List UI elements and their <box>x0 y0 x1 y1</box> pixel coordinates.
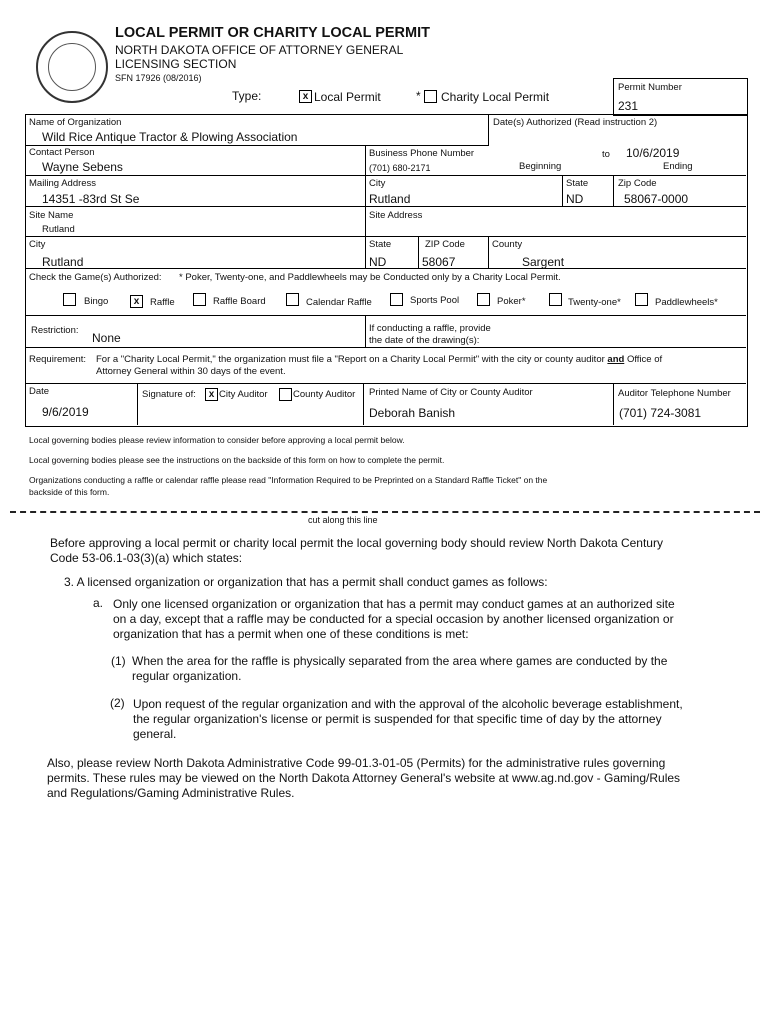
requirement-text-line2: Attorney General within 30 days of the event. <box>96 366 286 377</box>
twenty-one-label: Twenty-one* <box>568 297 621 308</box>
also-line-2: permits. These rules may be viewed on the North Dakota Attorney General's website at www.ag.nd.gov - Gaming/Rules <box>47 771 681 785</box>
city-value[interactable]: Rutland <box>369 192 411 206</box>
calendar-raffle-label: Calendar Raffle <box>306 297 372 308</box>
raffle-checkbox[interactable]: x <box>130 295 143 308</box>
note-instructions: Local governing bodies please see the instructions on the backside of this form on how to complete the permit. <box>29 455 445 465</box>
charity-asterisk: * <box>416 89 421 103</box>
cut-line-label: cut along this line <box>308 515 378 525</box>
site-city-value[interactable]: Rutland <box>42 255 84 269</box>
form-number: SFN 17926 (08/2016) <box>115 73 202 83</box>
also-line-3: and Regulations/Gaming Administrative Rules. <box>47 786 295 800</box>
also-line-1: Also, please review North Dakota Administrative Code 99-01.3-01-05 (Permits) for the administrative rules governing <box>47 756 666 770</box>
note-review: Local governing bodies please review information to consider before approving a local permit below. <box>29 435 405 445</box>
section-name: LICENSING SECTION <box>115 57 237 71</box>
ending-label: Ending <box>663 161 693 172</box>
bingo-label: Bingo <box>84 296 109 307</box>
state-label: State <box>566 178 589 189</box>
condition-2-line-1: Upon request of the regular organization and with the approval of the alcoholic beverage establishment, <box>133 697 683 711</box>
sports-pool-label: Sports Pool <box>410 295 460 306</box>
date-label: Date <box>29 386 50 397</box>
form-table <box>25 114 748 427</box>
poker-checkbox[interactable] <box>477 293 490 306</box>
org-name-value[interactable]: Wild Rice Antique Tractor & Plowing Association <box>42 130 298 144</box>
note-raffle-ticket-1: Organizations conducting a raffle or calendar raffle please read "Information Required to be Preprinted on a Standard Raffle Ticket" on the <box>29 475 548 485</box>
printed-name-label: Printed Name of City or County Auditor <box>369 387 533 398</box>
auditor-phone-label: Auditor Telephone Number <box>618 388 731 399</box>
mailing-address-label: Mailing Address <box>29 178 97 189</box>
local-permit-checkbox[interactable]: x <box>299 90 312 103</box>
item-3: 3. A licensed organization or organization that has a permit shall conduct games as follows: <box>64 575 548 589</box>
item-a-line-1: Only one licensed organization or organization that has a permit may conduct games at an authorized site <box>113 597 675 611</box>
site-name-value[interactable]: Rutland <box>42 224 75 235</box>
contact-person-value[interactable]: Wayne Sebens <box>42 160 123 174</box>
business-phone-label: Business Phone Number <box>369 148 475 159</box>
item-a-line-2: on a day, except that a raffle may be conducted for a special occasion by another licensed organization or <box>113 612 674 626</box>
printed-name-value[interactable]: Deborah Banish <box>369 406 456 420</box>
sports-pool-checkbox[interactable] <box>390 293 403 306</box>
contact-person-label: Contact Person <box>29 147 95 158</box>
raffle-drawing-label-1: If conducting a raffle, provide <box>369 323 491 334</box>
site-state-label: State <box>369 239 392 250</box>
date-value[interactable]: 9/6/2019 <box>42 405 89 419</box>
restriction-value[interactable]: None <box>92 331 121 345</box>
seal-inner-ring <box>48 43 96 91</box>
dates-authorized-label: Date(s) Authorized (Read instruction 2) <box>493 117 658 128</box>
note-raffle-ticket-2: backside of this form. <box>29 487 110 497</box>
local-permit-label: Local Permit <box>314 90 381 104</box>
to-label: to <box>602 149 610 160</box>
condition-2-line-3: general. <box>133 727 177 741</box>
zip-code-value[interactable]: 58067-0000 <box>624 192 689 206</box>
charity-permit-label: Charity Local Permit <box>441 90 550 104</box>
county-value[interactable]: Sargent <box>522 255 565 269</box>
site-state-value[interactable]: ND <box>369 255 387 269</box>
city-label: City <box>369 178 386 189</box>
permit-number-label: Permit Number <box>618 82 682 93</box>
raffle-drawing-label-2: the date of the drawing(s): <box>369 335 480 346</box>
type-label: Type: <box>232 89 262 103</box>
condition-1-line-1: When the area for the raffle is physically separated from the area where games are conducted by the <box>132 654 668 668</box>
auditor-phone-value[interactable]: (701) 724-3081 <box>619 406 702 420</box>
item-a-marker: a. <box>93 596 104 610</box>
charity-permit-checkbox[interactable] <box>424 90 437 103</box>
beginning-label: Beginning <box>519 161 562 172</box>
condition-1-marker: (1) <box>111 654 126 668</box>
requirement-label: Requirement: <box>29 354 87 365</box>
games-authorized-label: Check the Game(s) Authorized: <box>29 272 162 283</box>
calendar-raffle-checkbox[interactable] <box>286 293 299 306</box>
state-seal <box>36 31 108 103</box>
permit-number-value[interactable]: 231 <box>618 99 639 113</box>
restriction-label: Restriction: <box>31 325 79 336</box>
site-zip-value[interactable]: 58067 <box>422 255 456 269</box>
requirement-text-line1: For a "Charity Local Permit," the organization must file a "Report on a Charity Local Permit" with the city or county auditor and Office of <box>96 354 663 365</box>
twenty-one-checkbox[interactable] <box>549 293 562 306</box>
raffle-label: Raffle <box>150 297 175 308</box>
business-phone-value[interactable]: (701) 680-2171 <box>369 163 431 173</box>
county-label: County <box>492 239 523 250</box>
cut-line <box>10 511 760 513</box>
requirement-and: and <box>607 354 625 365</box>
paddlewheels-label: Paddlewheels* <box>655 297 718 308</box>
org-name-label: Name of Organization <box>29 117 122 128</box>
raffle-board-label: Raffle Board <box>213 296 266 307</box>
site-address-label: Site Address <box>369 210 423 221</box>
intro-line-2: Code 53-06.1-03(3)(a) which states: <box>50 551 243 565</box>
bingo-checkbox[interactable] <box>63 293 76 306</box>
city-auditor-checkbox[interactable]: x <box>205 388 218 401</box>
condition-2-line-2: the regular organization's license or permit is suspended for that specific time of day by the attorney <box>133 712 662 726</box>
county-auditor-label: County Auditor <box>293 389 356 400</box>
condition-2-marker: (2) <box>110 696 125 710</box>
site-city-label: City <box>29 239 46 250</box>
site-name-label: Site Name <box>29 210 74 221</box>
site-zip-label: ZIP Code <box>425 239 465 250</box>
poker-label: Poker* <box>497 296 526 307</box>
end-date-value[interactable]: 10/6/2019 <box>626 146 680 160</box>
city-auditor-label: City Auditor <box>219 389 268 400</box>
mailing-address-value[interactable]: 14351 -83rd St Se <box>42 192 140 206</box>
games-note: * Poker, Twenty-one, and Paddlewheels may be Conducted only by a Charity Local Permit. <box>179 272 561 283</box>
item-a-line-3: organization that has a permit when one of these conditions is met: <box>113 627 469 641</box>
intro-line-1: Before approving a local permit or charity local permit the local governing body should review North Dakota Century <box>50 536 663 550</box>
county-auditor-checkbox[interactable] <box>279 388 292 401</box>
paddlewheels-checkbox[interactable] <box>635 293 648 306</box>
raffle-board-checkbox[interactable] <box>193 293 206 306</box>
form-title: LOCAL PERMIT OR CHARITY LOCAL PERMIT <box>115 25 430 41</box>
state-value[interactable]: ND <box>566 192 584 206</box>
condition-1-line-2: regular organization. <box>132 669 242 683</box>
office-name: NORTH DAKOTA OFFICE OF ATTORNEY GENERAL <box>115 43 404 57</box>
signature-of-label: Signature of: <box>142 389 196 400</box>
zip-code-label: Zip Code <box>618 178 657 189</box>
